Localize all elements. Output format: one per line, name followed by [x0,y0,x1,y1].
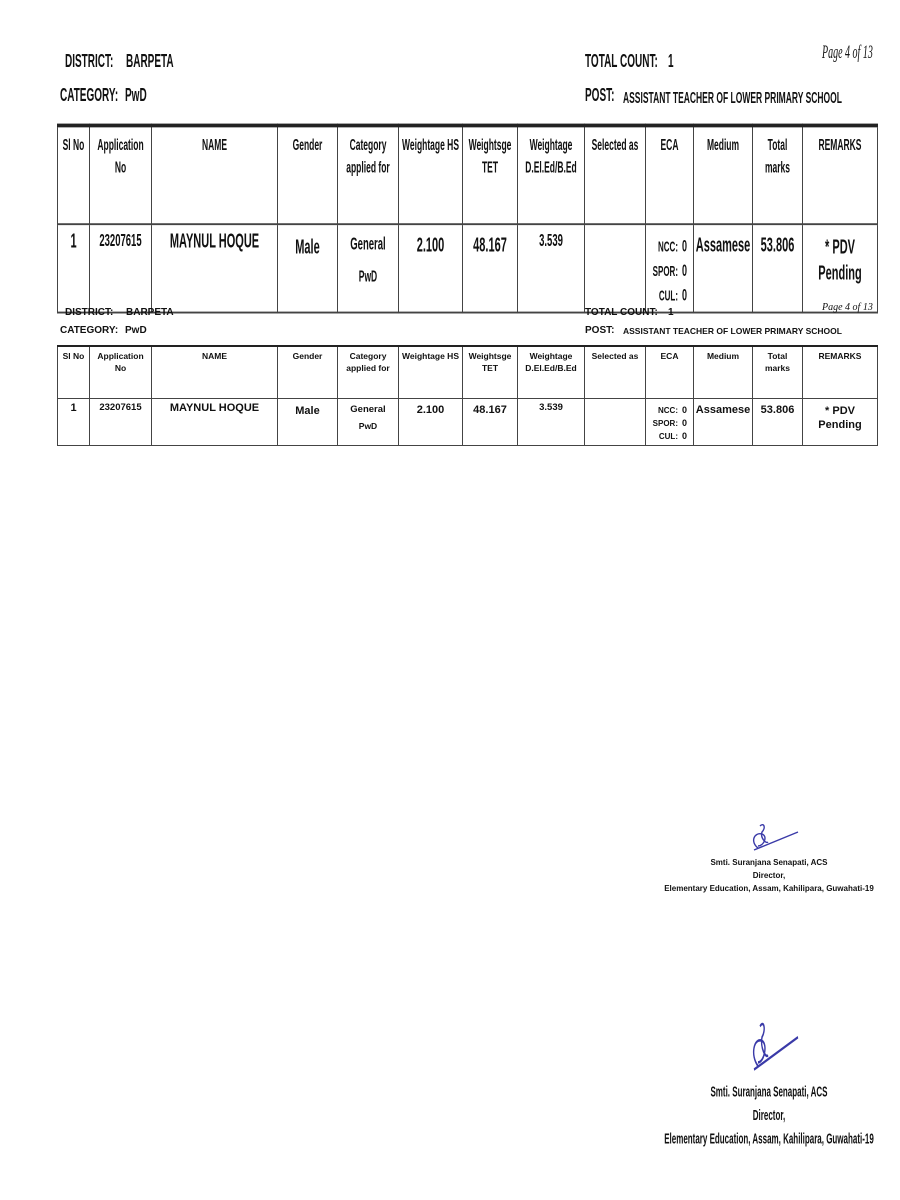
spor-value: 0 [681,418,687,428]
col-header-gender: Gender [278,125,338,224]
col-header-weightage-tet: Weightsge TET [463,346,518,399]
col-header-category: Category applied for [338,346,399,399]
col-header-name: NAME [152,125,278,224]
signatory-designation: Director, [752,1107,786,1124]
cell-remarks [803,399,878,446]
cell-eca [646,399,694,446]
category-label: CATEGORY: [60,86,119,107]
post-value: ASSISTANT TEACHER OF LOWER PRIMARY SCHOOL [623,326,842,336]
col-header-gender: Gender [278,346,338,399]
cell-application-no: 23207615 [90,399,152,446]
col-header-remarks: REMARKS [803,346,878,399]
zoomed-table-view [0,0,900,305]
signature-area [0,818,900,898]
category-line2: PwD [358,266,378,286]
district-value: BARPETA [126,52,174,73]
spor-label: SPOR: [652,419,678,428]
zoomed-signature-area [0,1010,900,1170]
signature-mark-icon [740,820,800,854]
remarks-line1: * PDV [825,405,855,417]
cell-sl: 1 [58,399,90,446]
ncc-label: NCC: [657,406,678,415]
signatory-office: Elementary Education, Assam, Kahilipara, Guwahati-19 [664,1130,874,1147]
category-line2: PwD [358,421,378,431]
cell-weightage-hs: 2.100 [399,399,463,446]
col-header-total-marks: Total marks [753,346,803,399]
signature-text [640,1080,898,1150]
col-header-selected-as: Selected as [585,346,646,399]
total-count-label: TOTAL COUNT: [585,52,658,73]
cell-medium: Assamese [694,224,753,312]
table-view [0,300,900,450]
cul-value: 0 [681,431,687,441]
eca-cul [647,430,687,443]
total-count-value: 1 [668,52,674,73]
cell-weightage-tet: 48.167 [463,224,518,312]
ncc-value: 0 [681,236,687,256]
zoomed-signature-block [0,1012,900,1156]
col-header-application-no: Application No [90,346,152,399]
page-number: Page 4 of 13 [822,42,873,64]
category-value: PwD [125,86,147,107]
cell-selected-as [585,399,646,446]
col-header-sl: Sl No [58,125,90,224]
cell-total-marks: 53.806 [753,399,803,446]
signatory-office: Elementary Education, Assam, Kahilipara, Guwahati-19 [664,884,874,893]
district-label: DISTRICT: [65,307,114,318]
eca-ncc [647,404,687,417]
ncc-value: 0 [681,405,687,415]
signatory-name: Smti. Suranjana Senapati, ACS [710,858,828,867]
cell-name: MAYNUL HOQUE [152,399,278,446]
col-header-remarks: REMARKS [803,125,878,224]
col-header-sl: Sl No [58,346,90,399]
cell-application-no: 23207615 [90,224,152,312]
col-header-category: Category applied for [338,125,399,224]
col-header-eca: ECA [646,346,694,399]
total-count-value: 1 [668,307,674,318]
cell-gender: Male [278,399,338,446]
col-header-application-no: Application No [90,125,152,224]
col-header-name: NAME [152,346,278,399]
category-line1: General [350,234,386,256]
signature-block [0,818,900,898]
total-count-label: TOTAL COUNT: [585,307,658,318]
post-label: POST: [585,325,615,336]
col-header-weightage-hs: Weightage HS [399,346,463,399]
category-value: PwD [125,325,147,336]
cell-category [338,399,399,446]
district-value: BARPETA [126,307,174,318]
cul-label: CUL: [658,287,678,305]
spor-label: SPOR: [652,262,678,280]
remarks-line1: * PDV [825,236,855,259]
cell-name: MAYNUL HOQUE [152,224,278,312]
signatory-name: Smti. Suranjana Senapati, ACS [710,1084,828,1101]
col-header-weightage-deled: Weightage D.El.Ed/B.Ed [518,346,585,399]
cul-value: 0 [681,285,687,305]
post-value: ASSISTANT TEACHER OF LOWER PRIMARY SCHOOL [623,87,842,107]
table-header-row [58,125,878,224]
cul-label: CUL: [658,432,678,441]
cell-total-marks: 53.806 [753,224,803,312]
col-header-medium: Medium [694,346,753,399]
cell-weightage-hs: 2.100 [399,224,463,312]
remarks-line2: Pending [818,262,862,286]
col-header-medium: Medium [694,125,753,224]
cell-weightage-deled: 3.539 [518,399,585,446]
ncc-label: NCC: [657,238,678,256]
table-row [58,399,878,446]
post-label: POST: [585,86,615,107]
eca-spor [647,259,687,283]
cell-weightage-tet: 48.167 [463,399,518,446]
eca-spor [647,417,687,430]
district-label: DISTRICT: [65,52,114,73]
col-header-weightage-deled: Weightage D.El.Ed/B.Ed [518,125,585,224]
col-header-weightage-tet: Weightsge TET [463,125,518,224]
candidate-table [57,124,878,314]
page-number: Page 4 of 13 [822,302,873,313]
signatory-designation: Director, [752,871,786,880]
zoomed-document-block [0,39,900,321]
col-header-selected-as: Selected as [585,125,646,224]
signature-text [640,856,898,895]
remarks-line2: Pending [818,419,862,431]
cell-gender: Male [278,224,338,312]
category-line1: General [350,404,386,415]
signature-mark-icon [740,1016,800,1077]
col-header-total-marks: Total marks [753,125,803,224]
eca-ncc [647,235,687,259]
spor-value: 0 [681,260,687,280]
cell-sl: 1 [58,224,90,312]
cell-medium: Assamese [694,399,753,446]
table-header-row [58,346,878,399]
document-block [0,300,900,450]
candidate-table [57,345,878,446]
cell-weightage-deled: 3.539 [518,224,585,312]
col-header-eca: ECA [646,125,694,224]
category-label: CATEGORY: [60,325,119,336]
col-header-weightage-hs: Weightage HS [399,125,463,224]
